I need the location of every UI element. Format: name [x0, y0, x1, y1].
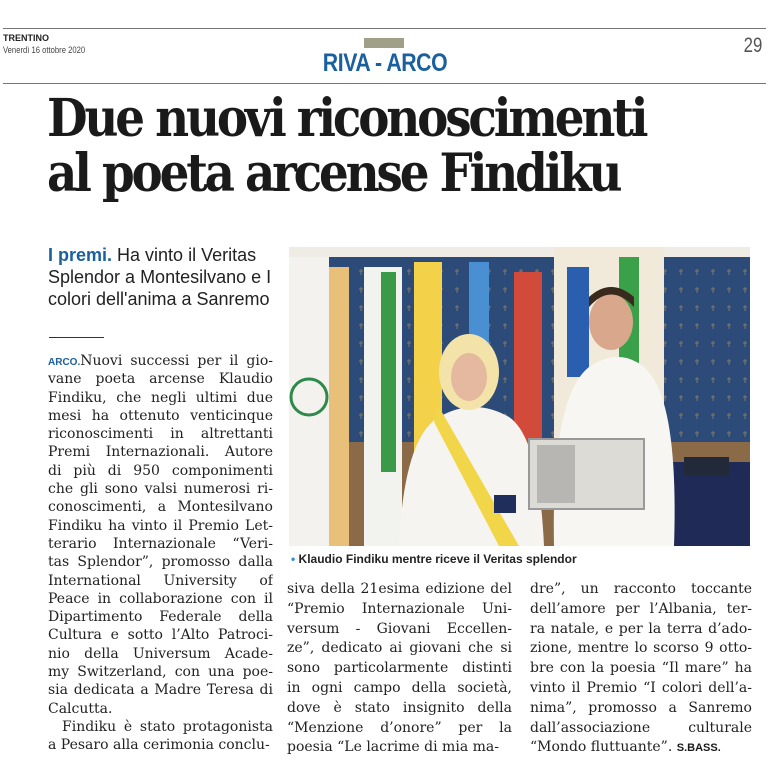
flag-green	[381, 272, 396, 472]
body-line	[287, 699, 512, 719]
body-line	[48, 608, 273, 626]
body-line	[287, 580, 512, 600]
medal-boxes	[684, 457, 729, 475]
body-line	[287, 639, 512, 659]
body-line	[530, 639, 752, 659]
body-line	[48, 480, 273, 498]
body-line-text: sia dedicata a Madre Teresa di	[48, 682, 273, 699]
body-line	[287, 600, 512, 620]
body-line-text: bre con la poesia “Il mare” ha	[530, 660, 752, 677]
body-line	[48, 645, 273, 663]
body-line-text: Findiku è stato protagonista	[62, 718, 273, 735]
woman-face	[451, 353, 487, 401]
body-line-text: vane poeta arcense Klaudio	[48, 371, 273, 388]
body-line-text: dre”, un racconto toccante	[530, 581, 752, 597]
section-title: RIVA - ARCO	[322, 49, 448, 77]
body-line-text: sono particolarmente distinti	[287, 660, 512, 677]
summary-divider	[49, 337, 104, 338]
body-line	[48, 681, 273, 699]
body-line-text: nima”, promosso a Sanremo	[530, 699, 752, 716]
body-line	[530, 580, 752, 600]
body-line	[530, 699, 752, 719]
body-line-text: Findiku, che negli ultimi due	[48, 389, 273, 406]
body-line	[530, 620, 752, 640]
body-line-text: poesia “Le lacrime di mia ma-	[287, 739, 499, 756]
body-column-3	[530, 580, 752, 758]
article-summary	[48, 244, 288, 310]
body-line	[530, 679, 752, 699]
man-face	[589, 294, 633, 350]
body-line-text: versum - Giovani Eccellen-	[287, 620, 512, 637]
body-line	[48, 389, 273, 407]
body-line-text: dell’amore per l’Albania, ter-	[530, 600, 752, 617]
body-line	[530, 719, 752, 739]
body-line-text: Dipartimento Federale della	[48, 609, 273, 626]
body-line	[48, 425, 273, 443]
caption-bullet: •	[291, 552, 296, 566]
body-line	[530, 600, 752, 620]
body-line-text: “Menzione d’onore” per la	[287, 719, 512, 736]
photo-caption	[291, 552, 577, 566]
flag-gold	[329, 267, 349, 546]
body-line	[48, 626, 273, 644]
headline-line-2: al poeta arcense Findiku	[47, 143, 620, 204]
flag-white-1	[289, 257, 329, 546]
body-line-text: che gli sono valsi numerosi ri-	[48, 481, 273, 498]
body-line	[48, 718, 273, 736]
body-line-text: zione, mentre lo scorso 9 otto-	[530, 640, 752, 657]
body-line-text: nio della Universum Acade-	[48, 645, 273, 662]
caption-text: Klaudio Findiku mentre riceve il Veritas splendor	[298, 552, 577, 566]
body-line-text: Calcutta.	[48, 700, 113, 717]
body-line-text: tas Splendor”, promosso dalla	[48, 554, 273, 571]
body-line-text: my Switzerland, con una poe-	[48, 664, 273, 681]
body-line-text: ra natale, e per la terra d’ado-	[530, 620, 752, 637]
body-line-text: dove è stato insignito della	[287, 699, 512, 716]
body-line	[48, 590, 273, 608]
body-line-text: riconoscimenti in altrettanti	[48, 426, 273, 443]
flag-navy	[567, 267, 589, 377]
medal-case	[494, 495, 516, 513]
author-signature: S.BASS.	[676, 742, 721, 755]
summary-text: Ha vinto il Veritas Splendor a Montesilvano e I colori dell'anima a Sanremo	[48, 245, 272, 309]
body-line	[48, 443, 273, 461]
photo-illustration	[289, 247, 750, 546]
body-line-text: conoscimenti, a Montesilvano	[48, 499, 273, 516]
section-marker	[364, 38, 404, 48]
body-line	[48, 462, 273, 480]
body-line-text: Cultura e sotto l’Alto Patroci-	[48, 627, 273, 644]
body-line-text: mesi ha ottenuto venticinque	[48, 407, 273, 424]
body-line-text: in ogni campo della società,	[287, 679, 512, 696]
headline-line-1: Due nuovi riconoscimenti	[47, 88, 646, 149]
dateline: ARCO.	[48, 357, 81, 368]
body-line-text: “Mondo fluttuante”.	[530, 739, 673, 756]
body-line-text: Nuovi successi per il gio-	[80, 353, 273, 369]
body-line-text: Peace in collaborazione con il	[48, 590, 273, 607]
plaque-photo	[537, 445, 575, 503]
body-line	[48, 736, 273, 754]
body-line	[48, 535, 273, 553]
header-bottom-rule	[3, 83, 766, 84]
body-line-text: Premi Internazionali. Autore	[48, 444, 273, 461]
body-line	[530, 659, 752, 679]
body-line	[287, 719, 512, 739]
body-line-text: siva della 21esima edizione del	[287, 581, 512, 597]
body-line	[530, 738, 752, 758]
summary-kicker: I premi.	[48, 245, 113, 265]
article-photo	[289, 247, 750, 546]
body-line-text: a Pesaro alla cerimonia conclu-	[48, 737, 270, 754]
body-line-text: International University of	[48, 572, 273, 589]
ceiling	[289, 247, 750, 257]
body-line	[48, 352, 273, 370]
body-column-1	[48, 352, 273, 755]
body-line	[287, 738, 512, 758]
body-line	[48, 498, 273, 516]
body-line-text: ze”, dedicato ai giovani che si	[287, 640, 512, 657]
body-line	[48, 407, 273, 425]
body-line-text: Findiku ha vinto il Premio Let-	[48, 517, 273, 534]
body-line	[48, 572, 273, 590]
body-line	[48, 663, 273, 681]
header-top-rule	[3, 28, 766, 29]
body-line-text: vinto il Premio “I colori dell’a-	[530, 679, 752, 696]
newspaper-name: TRENTINO	[3, 33, 49, 43]
body-column-2	[287, 580, 512, 758]
body-line	[48, 553, 273, 571]
body-line	[287, 679, 512, 699]
body-line	[48, 370, 273, 388]
body-line-text: dall’associazione culturale	[530, 719, 752, 736]
body-line	[48, 517, 273, 535]
body-line	[287, 620, 512, 640]
body-line	[287, 659, 512, 679]
issue-date: Venerdì 16 ottobre 2020	[3, 45, 86, 55]
page-number: 29	[743, 34, 762, 57]
body-line-text: di più di 950 componimenti	[48, 462, 273, 479]
body-line-text: terario Internazionale “Veri-	[48, 535, 273, 552]
body-line-text: “Premio Internazionale Uni-	[287, 600, 512, 617]
body-line	[48, 700, 273, 718]
